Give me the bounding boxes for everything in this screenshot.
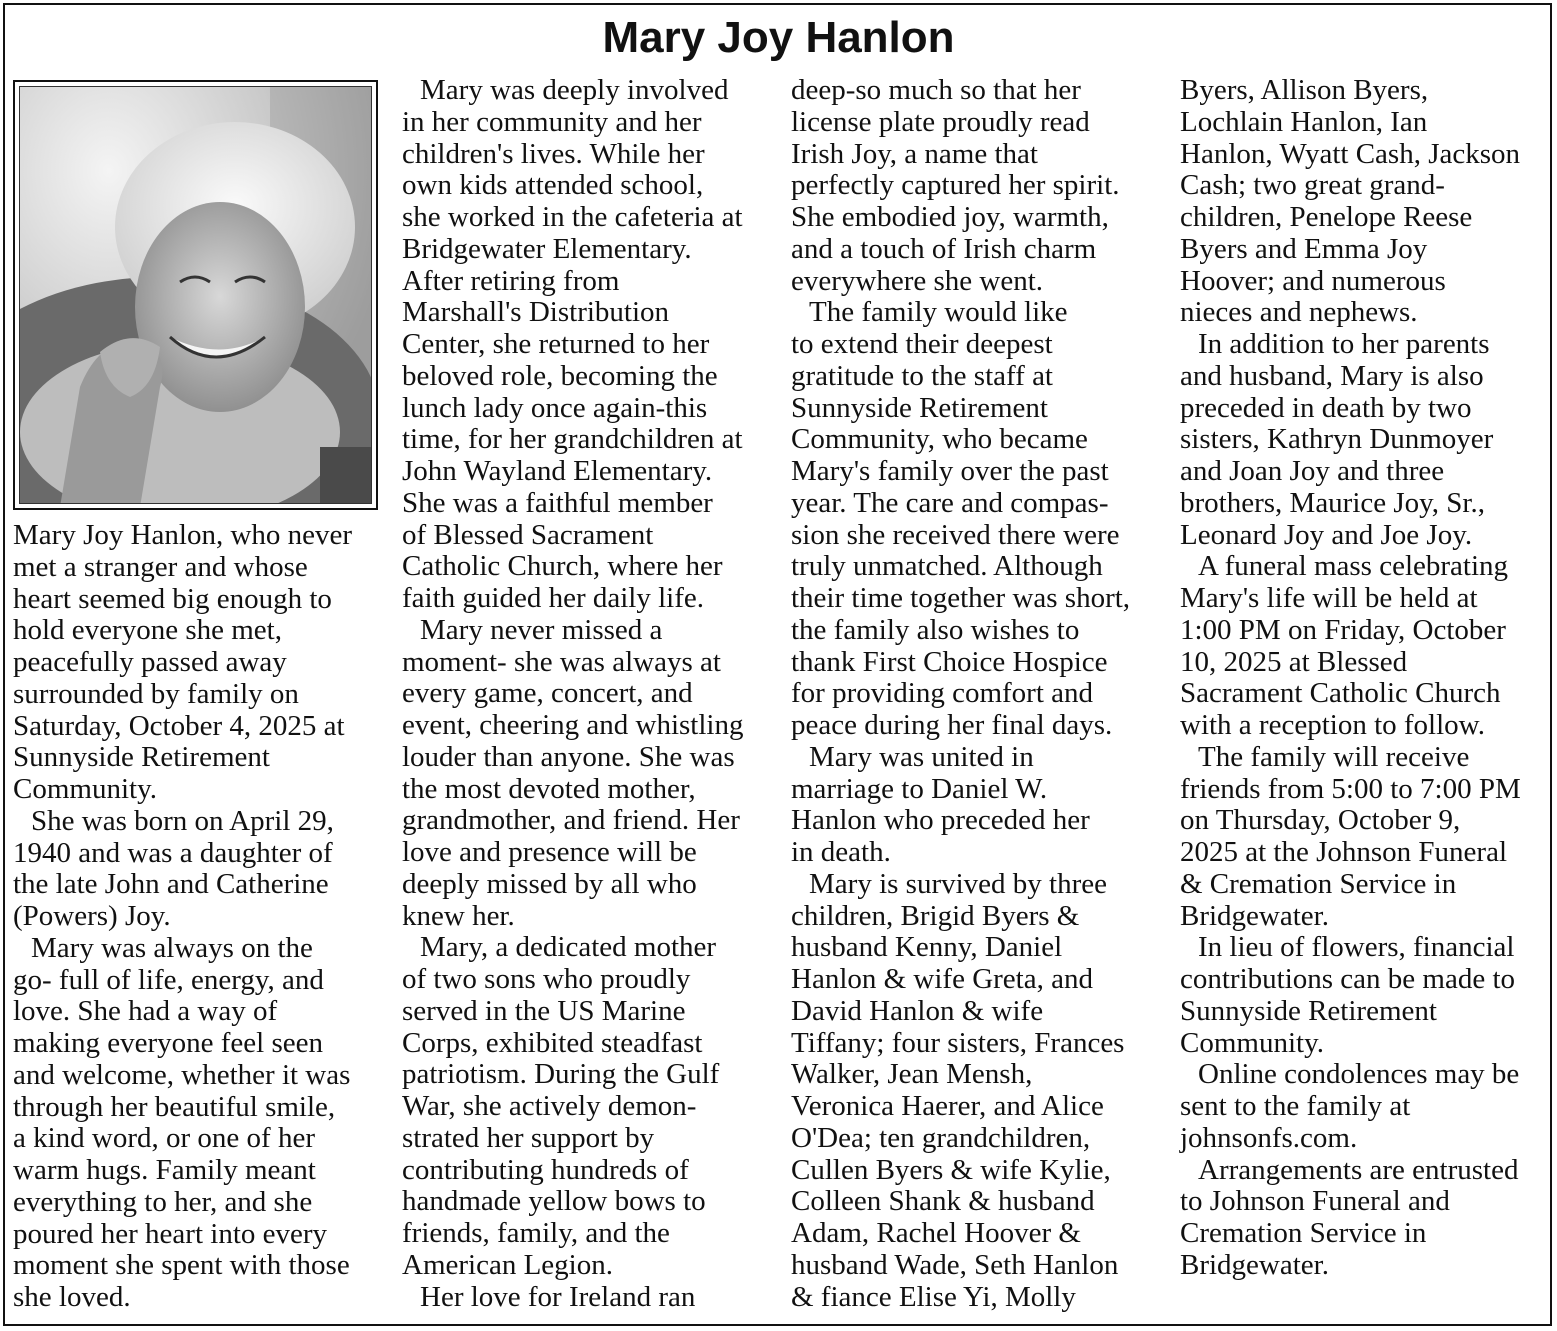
- portrait-illustration: [20, 87, 372, 504]
- text-line: 1:00 PM on Friday, October: [1180, 613, 1506, 646]
- text-line: Leonard Joy and Joe Joy.: [1180, 518, 1473, 551]
- text-line: The family would like: [809, 296, 1068, 329]
- text-line: their time together was short,: [791, 582, 1131, 614]
- text-line: faith guided her daily life.: [402, 582, 704, 614]
- text-line: deeply missed by all who: [402, 867, 697, 900]
- text-line: strated her support by: [402, 1121, 655, 1154]
- text-line: Sunnyside Retirement: [791, 391, 1048, 424]
- text-line: love. She had a way of: [13, 995, 278, 1028]
- text-line: 2025 at the Johnson Funeral: [1180, 836, 1508, 868]
- text-line: husband Kenny, Daniel: [791, 931, 1063, 964]
- text-column-2: [402, 75, 743, 1313]
- text-line: the most devoted mother,: [402, 772, 696, 805]
- text-line: 1940 and was a daughter of: [13, 836, 333, 869]
- text-line: everywhere she went.: [791, 264, 1044, 297]
- text-line: and Joan Joy and three: [1180, 455, 1445, 487]
- text-line: moment she spent with those: [13, 1249, 350, 1282]
- text-line: & fiance Elise Yi, Molly: [791, 1280, 1076, 1313]
- text-line: beloved role, becoming the: [402, 359, 718, 392]
- text-line: the family also wishes to: [791, 613, 1080, 646]
- text-line: She embodied joy, warmth,: [791, 201, 1109, 233]
- text-line: Lochlain Hanlon, Ian: [1180, 105, 1428, 138]
- text-line: perfectly captured her spirit.: [791, 169, 1120, 202]
- text-line: American Legion.: [402, 1248, 613, 1281]
- text-line: contributions can be made to: [1180, 963, 1516, 995]
- text-line: handmade yellow bows to: [402, 1185, 706, 1218]
- text-line: she loved.: [13, 1281, 131, 1313]
- text-line: Arrangements are entrusted: [1198, 1153, 1519, 1186]
- text-line: every game, concert, and: [402, 677, 693, 710]
- text-line: in her community and her: [402, 105, 702, 138]
- text-line: louder than anyone. She was: [402, 740, 735, 773]
- text-line: the late John and Catherine: [13, 868, 329, 901]
- text-column-4: [1180, 75, 1521, 1282]
- text-line: Cremation Service in: [1180, 1217, 1427, 1249]
- text-line: 10, 2025 at Blessed: [1180, 645, 1408, 678]
- text-line: heart seemed big enough to: [13, 582, 332, 615]
- text-line: event, cheering and whistling: [402, 709, 744, 741]
- text-line: of two sons who proudly: [402, 963, 691, 995]
- portrait-photo: [19, 86, 372, 504]
- text-line: friends, family, and the: [402, 1217, 670, 1249]
- text-line: children's lives. While her: [402, 137, 705, 170]
- text-line: Bridgewater.: [1180, 1248, 1329, 1281]
- text-line: Mary was always on the: [31, 931, 313, 964]
- text-line: Catholic Church, where her: [402, 550, 723, 583]
- text-line: (Powers) Joy.: [13, 900, 171, 932]
- text-line: to Johnson Funeral and: [1180, 1185, 1450, 1218]
- text-line: In lieu of flowers, financial: [1198, 931, 1515, 964]
- text-line: brothers, Maurice Joy, Sr.,: [1180, 486, 1485, 519]
- text-line: David Hanlon & wife: [791, 994, 1044, 1027]
- text-line: thank First Choice Hospice: [791, 645, 1108, 678]
- text-line: with a reception to follow.: [1180, 709, 1485, 741]
- text-line: Her love for Ireland ran: [420, 1280, 696, 1313]
- text-line: Mary's life will be held at: [1180, 582, 1478, 614]
- text-line: Mary never missed a: [420, 613, 663, 646]
- text-line: Corps, exhibited steadfast: [402, 1026, 703, 1059]
- text-line: Bridgewater.: [1180, 899, 1329, 932]
- text-line: go- full of life, energy, and: [13, 963, 324, 996]
- text-line: Community.: [13, 773, 157, 805]
- text-line: Tiffany; four sisters, Frances: [791, 1026, 1125, 1059]
- text-line: of Blessed Sacrament: [402, 518, 654, 551]
- text-line: She was born on April 29,: [31, 804, 334, 837]
- text-line: patriotism. During the Gulf: [402, 1058, 720, 1091]
- text-line: contributing hundreds of: [402, 1153, 689, 1186]
- text-line: johnsonfs.com.: [1180, 1121, 1358, 1154]
- text-line: Byers and Emma Joy: [1180, 232, 1428, 265]
- text-line: sion she received there were: [791, 518, 1120, 551]
- text-line: Saturday, October 4, 2025 at: [13, 709, 345, 742]
- text-line: O'Dea; ten grandchildren,: [791, 1121, 1091, 1154]
- text-line: license plate proudly read: [791, 105, 1090, 138]
- text-line: She was a faithful member: [402, 486, 713, 519]
- text-line: lunch lady once again-this: [402, 391, 708, 424]
- text-line: peacefully passed away: [13, 646, 287, 678]
- text-line: The family will receive: [1198, 740, 1470, 773]
- text-line: children, Penelope Reese: [1180, 201, 1473, 233]
- text-line: year. The care and compas-: [791, 486, 1109, 519]
- text-line: marriage to Daniel W.: [791, 772, 1048, 805]
- text-line: sisters, Kathryn Dunmoyer: [1180, 423, 1494, 456]
- text-line: Community, who became: [791, 423, 1088, 456]
- text-line: in death.: [791, 836, 891, 868]
- text-line: met a stranger and whose: [13, 550, 308, 583]
- text-line: moment- she was always at: [402, 645, 721, 678]
- text-line: Hoover; and numerous: [1180, 264, 1446, 297]
- text-line: deep-so much so that her: [791, 74, 1081, 106]
- text-line: Bridgewater Elementary.: [402, 232, 692, 265]
- text-line: Marshall's Distribution: [402, 296, 670, 329]
- text-line: Byers, Allison Byers,: [1180, 74, 1429, 106]
- text-line: Sacrament Catholic Church: [1180, 677, 1501, 710]
- text-line: and a touch of Irish charm: [791, 232, 1097, 265]
- text-line: children, Brigid Byers &: [791, 899, 1080, 932]
- text-line: nieces and nephews.: [1180, 296, 1418, 329]
- text-line: In addition to her parents: [1198, 328, 1490, 360]
- text-line: knew her.: [402, 899, 515, 932]
- text-line: Mary was deeply involved: [420, 74, 729, 106]
- text-line: husband Wade, Seth Hanlon: [791, 1248, 1119, 1281]
- text-line: Cash; two great grand-: [1180, 169, 1445, 202]
- text-line: Sunnyside Retirement: [13, 741, 270, 774]
- text-line: Mary is survived by three: [809, 867, 1107, 900]
- text-line: Online condolences may be: [1198, 1058, 1520, 1091]
- text-line: Sunnyside Retirement: [1180, 994, 1437, 1027]
- text-line: making everyone feel seen: [13, 1027, 323, 1059]
- portrait-photo-frame: [13, 80, 378, 510]
- text-line: peace during her final days.: [791, 709, 1113, 741]
- text-line: Walker, Jean Mensh,: [791, 1058, 1033, 1091]
- text-line: sent to the family at: [1180, 1090, 1411, 1122]
- text-line: & Cremation Service in: [1180, 867, 1457, 900]
- text-line: and husband, Mary is also: [1180, 359, 1484, 392]
- text-line: After retiring from: [402, 264, 620, 297]
- text-line: Mary Joy Hanlon, who never: [13, 519, 353, 551]
- text-line: everything to her, and she: [13, 1185, 313, 1218]
- text-line: to extend their deepest: [791, 328, 1053, 360]
- text-line: friends from 5:00 to 7:00 PM: [1180, 772, 1521, 805]
- text-line: gratitude to the staff at: [791, 359, 1053, 392]
- text-line: Hanlon who preceded her: [791, 804, 1090, 837]
- text-line: Center, she returned to her: [402, 328, 710, 360]
- text-line: Hanlon, Wyatt Cash, Jackson: [1180, 137, 1521, 170]
- text-line: surrounded by family on: [13, 677, 299, 710]
- text-line: on Thursday, October 9,: [1180, 804, 1461, 837]
- text-line: Mary, a dedicated mother: [420, 931, 717, 964]
- text-line: poured her heart into every: [13, 1217, 328, 1250]
- text-line: War, she actively demon-: [402, 1090, 697, 1122]
- text-line: John Wayland Elementary.: [402, 455, 713, 487]
- text-column-3: [791, 75, 1130, 1313]
- obituary-title: Mary Joy Hanlon: [602, 13, 955, 62]
- text-line: through her beautiful smile,: [13, 1090, 336, 1123]
- text-line: Adam, Rachel Hoover &: [791, 1217, 1081, 1249]
- text-line: love and presence will be: [402, 836, 697, 868]
- text-column-1: [13, 520, 352, 1314]
- text-line: and welcome, whether it was: [13, 1058, 351, 1091]
- text-line: served in the US Marine: [402, 994, 686, 1027]
- text-line: time, for her grandchildren at: [402, 423, 743, 456]
- text-line: Mary was united in: [809, 740, 1034, 773]
- text-line: Mary's family over the past: [791, 455, 1109, 487]
- text-line: Cullen Byers & wife Kylie,: [791, 1153, 1111, 1186]
- text-line: Veronica Haerer, and Alice: [791, 1090, 1104, 1122]
- text-line: preceded in death by two: [1180, 391, 1472, 424]
- text-line: Community.: [1180, 1026, 1324, 1059]
- text-line: hold everyone she met,: [13, 614, 282, 647]
- text-line: truly unmatched. Although: [791, 550, 1103, 583]
- text-line: Irish Joy, a name that: [791, 137, 1038, 170]
- text-line: warm hugs. Family meant: [13, 1154, 316, 1186]
- text-line: own kids attended school,: [402, 169, 704, 202]
- text-line: Hanlon & wife Greta, and: [791, 963, 1093, 995]
- text-line: a kind word, or one of her: [13, 1122, 315, 1155]
- text-line: A funeral mass celebrating: [1198, 550, 1509, 583]
- text-line: for providing comfort and: [791, 677, 1094, 710]
- text-line: Colleen Shank & husband: [791, 1185, 1095, 1218]
- text-line: she worked in the cafeteria at: [402, 201, 743, 233]
- text-line: grandmother, and friend. Her: [402, 804, 740, 837]
